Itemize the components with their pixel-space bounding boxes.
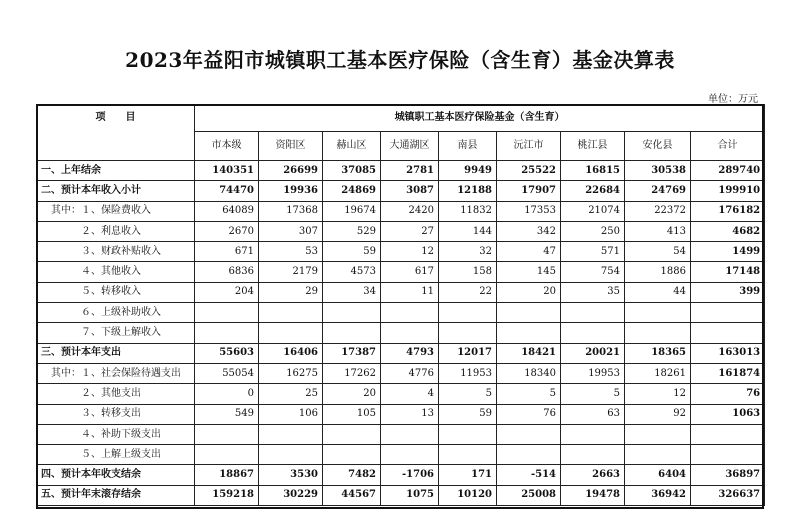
value-cell: 26699 bbox=[259, 161, 323, 181]
column-header: 赫山区 bbox=[323, 132, 381, 161]
value-cell: 0 bbox=[195, 384, 259, 404]
total-cell: 76 bbox=[691, 384, 765, 404]
row-label: ２、其他支出 bbox=[37, 384, 195, 404]
column-header: 市本级 bbox=[195, 132, 259, 161]
value-cell: 159218 bbox=[195, 485, 259, 505]
table-row bbox=[37, 323, 765, 343]
value-cell: 21074 bbox=[561, 201, 625, 221]
value-cell: 25008 bbox=[497, 485, 561, 505]
value-cell: 22372 bbox=[625, 201, 691, 221]
value-cell: 63 bbox=[561, 404, 625, 424]
value-cell: 36942 bbox=[625, 485, 691, 505]
page-title: 2023年益阳市城镇职工基本医疗保险（含生育）基金决算表 bbox=[125, 48, 675, 72]
value-cell: 19936 bbox=[259, 181, 323, 201]
value-cell: 4793 bbox=[381, 343, 439, 363]
value-cell: 59 bbox=[323, 242, 381, 262]
value-cell bbox=[381, 445, 439, 465]
value-cell: 19478 bbox=[561, 485, 625, 505]
value-cell: 13 bbox=[381, 404, 439, 424]
value-cell: -1706 bbox=[381, 465, 439, 485]
total-cell: 399 bbox=[691, 282, 765, 302]
value-cell bbox=[497, 303, 561, 323]
value-cell: 44567 bbox=[323, 485, 381, 505]
value-cell: 24769 bbox=[625, 181, 691, 201]
table-row bbox=[37, 343, 765, 363]
value-cell bbox=[625, 323, 691, 343]
column-header: 沅江市 bbox=[497, 132, 561, 161]
row-label: 其中：１、社会保险待遇支出 bbox=[37, 363, 195, 383]
value-cell: 6836 bbox=[195, 262, 259, 282]
value-cell bbox=[439, 445, 497, 465]
table-row bbox=[37, 424, 765, 444]
value-cell: 59 bbox=[439, 404, 497, 424]
value-cell bbox=[497, 323, 561, 343]
row-label: 二、预计本年收入小计 bbox=[37, 181, 195, 201]
total-cell: 289740 bbox=[691, 161, 765, 181]
group-header: 城镇职工基本医疗保险基金（含生育） bbox=[195, 105, 765, 132]
value-cell: 27 bbox=[381, 221, 439, 241]
value-cell: 17262 bbox=[323, 363, 381, 383]
value-cell: 54 bbox=[625, 242, 691, 262]
value-cell: 250 bbox=[561, 221, 625, 241]
column-header: 南县 bbox=[439, 132, 497, 161]
value-cell: 3530 bbox=[259, 465, 323, 485]
value-cell: 22 bbox=[439, 282, 497, 302]
value-cell: 18340 bbox=[497, 363, 561, 383]
value-cell: 32 bbox=[439, 242, 497, 262]
value-cell: 3087 bbox=[381, 181, 439, 201]
value-cell bbox=[323, 424, 381, 444]
fund-settlement-table bbox=[36, 104, 765, 506]
value-cell: 30538 bbox=[625, 161, 691, 181]
value-cell: 106 bbox=[259, 404, 323, 424]
row-label: 其中：１、保险费收入 bbox=[37, 201, 195, 221]
table-row bbox=[37, 445, 765, 465]
value-cell: 1886 bbox=[625, 262, 691, 282]
value-cell: 25 bbox=[259, 384, 323, 404]
value-cell: 2670 bbox=[195, 221, 259, 241]
value-cell: 11953 bbox=[439, 363, 497, 383]
value-cell bbox=[323, 323, 381, 343]
value-cell: 17353 bbox=[497, 201, 561, 221]
column-header: 合计 bbox=[691, 132, 765, 161]
value-cell: 29 bbox=[259, 282, 323, 302]
value-cell: 4776 bbox=[381, 363, 439, 383]
row-label: ５、转移收入 bbox=[37, 282, 195, 302]
value-cell: 10120 bbox=[439, 485, 497, 505]
value-cell: 74470 bbox=[195, 181, 259, 201]
total-cell bbox=[691, 323, 765, 343]
table-row bbox=[37, 201, 765, 221]
total-cell: 161874 bbox=[691, 363, 765, 383]
item-header: 项 目 bbox=[37, 105, 195, 161]
value-cell: 9949 bbox=[439, 161, 497, 181]
value-cell bbox=[497, 445, 561, 465]
value-cell bbox=[561, 303, 625, 323]
column-header: 桃江县 bbox=[561, 132, 625, 161]
value-cell: 671 bbox=[195, 242, 259, 262]
value-cell: 145 bbox=[497, 262, 561, 282]
value-cell: 754 bbox=[561, 262, 625, 282]
row-label: ２、利息收入 bbox=[37, 221, 195, 241]
value-cell: 20 bbox=[323, 384, 381, 404]
table-row bbox=[37, 282, 765, 302]
value-cell: 12 bbox=[381, 242, 439, 262]
value-cell: 529 bbox=[323, 221, 381, 241]
table-row bbox=[37, 485, 765, 505]
value-cell: 35 bbox=[561, 282, 625, 302]
row-label: ７、下级上解收入 bbox=[37, 323, 195, 343]
value-cell: 158 bbox=[439, 262, 497, 282]
table-row bbox=[37, 363, 765, 383]
value-cell bbox=[381, 424, 439, 444]
value-cell: 11832 bbox=[439, 201, 497, 221]
value-cell: 571 bbox=[561, 242, 625, 262]
value-cell: 12017 bbox=[439, 343, 497, 363]
value-cell: 144 bbox=[439, 221, 497, 241]
total-cell: 4682 bbox=[691, 221, 765, 241]
value-cell: 64089 bbox=[195, 201, 259, 221]
total-cell: 163013 bbox=[691, 343, 765, 363]
value-cell: 11 bbox=[381, 282, 439, 302]
total-cell: 36897 bbox=[691, 465, 765, 485]
total-cell bbox=[691, 303, 765, 323]
row-label: ４、其他收入 bbox=[37, 262, 195, 282]
table-row bbox=[37, 221, 765, 241]
value-cell bbox=[439, 424, 497, 444]
row-label: 五、预计年末滚存结余 bbox=[37, 485, 195, 505]
value-cell bbox=[195, 424, 259, 444]
total-cell: 17148 bbox=[691, 262, 765, 282]
value-cell bbox=[195, 445, 259, 465]
table-row bbox=[37, 303, 765, 323]
row-label: ５、上解上级支出 bbox=[37, 445, 195, 465]
value-cell: 22684 bbox=[561, 181, 625, 201]
value-cell: 105 bbox=[323, 404, 381, 424]
value-cell: 47 bbox=[497, 242, 561, 262]
value-cell: 25522 bbox=[497, 161, 561, 181]
value-cell bbox=[259, 303, 323, 323]
row-label: 三、预计本年支出 bbox=[37, 343, 195, 363]
value-cell: 204 bbox=[195, 282, 259, 302]
value-cell: 17368 bbox=[259, 201, 323, 221]
total-cell bbox=[691, 424, 765, 444]
row-label: ４、补助下级支出 bbox=[37, 424, 195, 444]
total-cell: 1063 bbox=[691, 404, 765, 424]
value-cell bbox=[439, 323, 497, 343]
total-cell: 326637 bbox=[691, 485, 765, 505]
value-cell: 19674 bbox=[323, 201, 381, 221]
row-label: ３、财政补贴收入 bbox=[37, 242, 195, 262]
value-cell: 2179 bbox=[259, 262, 323, 282]
value-cell: 617 bbox=[381, 262, 439, 282]
value-cell: 34 bbox=[323, 282, 381, 302]
value-cell: -514 bbox=[497, 465, 561, 485]
value-cell: 549 bbox=[195, 404, 259, 424]
value-cell: 18365 bbox=[625, 343, 691, 363]
value-cell bbox=[561, 323, 625, 343]
table-row bbox=[37, 465, 765, 485]
value-cell: 92 bbox=[625, 404, 691, 424]
row-label: ３、转移支出 bbox=[37, 404, 195, 424]
value-cell bbox=[381, 303, 439, 323]
value-cell: 5 bbox=[439, 384, 497, 404]
value-cell bbox=[497, 424, 561, 444]
value-cell bbox=[323, 303, 381, 323]
value-cell bbox=[561, 424, 625, 444]
table-row bbox=[37, 161, 765, 181]
value-cell bbox=[625, 303, 691, 323]
value-cell: 30229 bbox=[259, 485, 323, 505]
value-cell bbox=[259, 424, 323, 444]
row-label: ６、上级补助收入 bbox=[37, 303, 195, 323]
table-row bbox=[37, 181, 765, 201]
value-cell: 37085 bbox=[323, 161, 381, 181]
column-header: 资阳区 bbox=[259, 132, 323, 161]
total-cell: 176182 bbox=[691, 201, 765, 221]
unit-label: 单位：万元 bbox=[708, 94, 758, 105]
value-cell: 6404 bbox=[625, 465, 691, 485]
value-cell: 4 bbox=[381, 384, 439, 404]
value-cell: 140351 bbox=[195, 161, 259, 181]
value-cell: 16406 bbox=[259, 343, 323, 363]
row-label: 一、上年结余 bbox=[37, 161, 195, 181]
value-cell: 171 bbox=[439, 465, 497, 485]
table-row bbox=[37, 404, 765, 424]
value-cell: 1075 bbox=[381, 485, 439, 505]
value-cell: 12 bbox=[625, 384, 691, 404]
value-cell bbox=[561, 445, 625, 465]
value-cell bbox=[195, 303, 259, 323]
value-cell: 4573 bbox=[323, 262, 381, 282]
value-cell: 17387 bbox=[323, 343, 381, 363]
value-cell: 76 bbox=[497, 404, 561, 424]
total-cell: 1499 bbox=[691, 242, 765, 262]
table-row bbox=[37, 384, 765, 404]
value-cell: 18261 bbox=[625, 363, 691, 383]
value-cell: 2781 bbox=[381, 161, 439, 181]
value-cell bbox=[259, 323, 323, 343]
value-cell: 55054 bbox=[195, 363, 259, 383]
value-cell: 20021 bbox=[561, 343, 625, 363]
value-cell: 55603 bbox=[195, 343, 259, 363]
value-cell: 342 bbox=[497, 221, 561, 241]
value-cell bbox=[323, 445, 381, 465]
table-row bbox=[37, 262, 765, 282]
column-header: 安化县 bbox=[625, 132, 691, 161]
value-cell: 12188 bbox=[439, 181, 497, 201]
value-cell bbox=[381, 323, 439, 343]
total-cell: 199910 bbox=[691, 181, 765, 201]
value-cell: 7482 bbox=[323, 465, 381, 485]
value-cell: 2663 bbox=[561, 465, 625, 485]
value-cell: 53 bbox=[259, 242, 323, 262]
value-cell bbox=[259, 445, 323, 465]
value-cell: 307 bbox=[259, 221, 323, 241]
value-cell: 2420 bbox=[381, 201, 439, 221]
value-cell: 18867 bbox=[195, 465, 259, 485]
value-cell: 18421 bbox=[497, 343, 561, 363]
column-header: 大通湖区 bbox=[381, 132, 439, 161]
table-row bbox=[37, 242, 765, 262]
value-cell: 16815 bbox=[561, 161, 625, 181]
value-cell: 16275 bbox=[259, 363, 323, 383]
value-cell bbox=[625, 424, 691, 444]
total-cell bbox=[691, 445, 765, 465]
value-cell: 20 bbox=[497, 282, 561, 302]
value-cell bbox=[195, 323, 259, 343]
value-cell bbox=[439, 303, 497, 323]
value-cell: 44 bbox=[625, 282, 691, 302]
value-cell bbox=[625, 445, 691, 465]
value-cell: 413 bbox=[625, 221, 691, 241]
value-cell: 19953 bbox=[561, 363, 625, 383]
header-row-group bbox=[37, 105, 765, 132]
row-label: 四、预计本年收支结余 bbox=[37, 465, 195, 485]
value-cell: 5 bbox=[497, 384, 561, 404]
value-cell: 24869 bbox=[323, 181, 381, 201]
value-cell: 5 bbox=[561, 384, 625, 404]
value-cell: 17907 bbox=[497, 181, 561, 201]
